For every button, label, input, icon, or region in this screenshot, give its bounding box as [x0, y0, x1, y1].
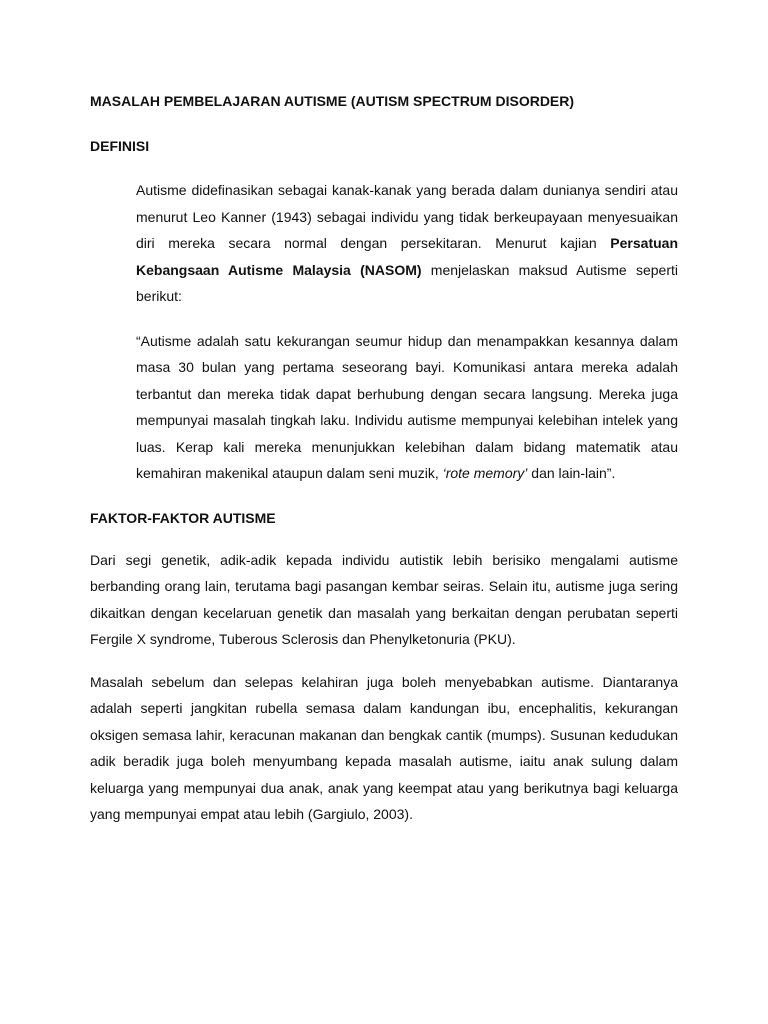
definition-intro-paragraph [136, 177, 678, 310]
factors-paragraph-birth: Masalah sebelum dan selepas kelahiran juga boleh menyebabkan autisme. Diantaranya adalah seperti jangkitan rubella semasa dalam kandungan ibu, encephalitis, kekurangan oksigen semasa lahir, keracunan makanan dan bengkak cantik (mumps). Susunan kedudukan adik beradik juga boleh menyumbang kepada masalah autisme, iaitu anak sulung dalam keluarga yang mempunyai dua anak, anak yang keempat atau yang berikutnya bagi keluarga yang mempunyai empat atau lebih (Gargiulo, 2003). [90, 673, 678, 822]
document-title: MASALAH PEMBELAJARAN AUTISME (AUTISM SPECTRUM DISORDER) [90, 93, 575, 109]
quote-italic-text: ‘rote memory’ [442, 465, 528, 481]
nasom-bold-text: Persatuan Kebangsaan Autisme Malaysia (NASOM) [136, 235, 678, 278]
intro-text-before: Autisme didefinasikan sebagai kanak-kanak yang berada dalam dunianya sendiri atau menurut Leo Kanner (1943) sebagai individu yang tidak berkeupayaan menyesuaikan diri mereka secara normal dengan persekitaran. Menurut kajian [136, 182, 678, 251]
definition-heading: DEFINISI [90, 138, 150, 154]
factors-heading: FAKTOR-FAKTOR AUTISME [90, 509, 276, 526]
factors-paragraph-genetic: Dari segi genetik, adik-adik kepada individu autistik lebih berisiko mengalami autisme berbanding orang lain, terutama bagi pasangan kembar seiras. Selain itu, autisme juga sering dikaitkan dengan kecelaruan genetik dan masalah yang berkaitan dengan perubatan seperti Fergile X syndrome, Tuberous Sclerosis dan Phenylketonuria (PKU). [90, 551, 678, 647]
quote-text: “Autisme adalah satu kekurangan seumur hidup dan menampakkan kesannya dalam masa 30 bulan yang pertama seseorang bayi. Komunikasi antara mereka adalah terbantut dan mereka tidak dapat berhubung dengan secara langsung. Mereka juga mempunyai masalah tingkah laku. Individu autisme mempunyai kelebihan intelek yang luas. Kerap kali mereka menunjukkan kelebihan dalam bidang matematik atau kemahiran makenikal ataupun dalam seni muzik, [136, 332, 678, 481]
nasom-quote-paragraph [136, 328, 678, 487]
intro-text-after: menjelaskan maksud Autisme seperti berikut: [136, 261, 678, 304]
quote-text-after: dan lain-lain”. [527, 465, 616, 481]
